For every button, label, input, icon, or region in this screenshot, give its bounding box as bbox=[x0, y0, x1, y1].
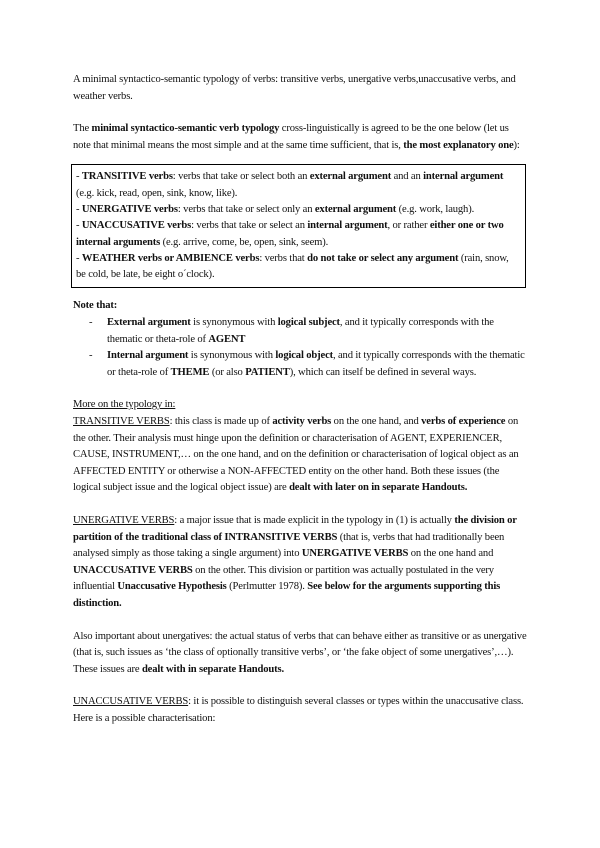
dash: - bbox=[76, 203, 82, 215]
bold: activity verbs bbox=[272, 416, 332, 428]
typology-box bbox=[71, 164, 526, 288]
section-term-transitive: TRANSITIVE VERBS bbox=[73, 416, 170, 428]
bold: Unaccusative Hypothesis bbox=[117, 581, 227, 593]
bold: External argument bbox=[107, 317, 191, 329]
unaccusative-paragraph bbox=[73, 694, 528, 727]
text: (that is, verbs that had traditionally been analysed simply as those taking a single argument) into bbox=[73, 531, 505, 560]
intro-text-1: The bbox=[73, 123, 92, 135]
bold: the division or partition of the traditional class of INTRANSITIVE VERBS bbox=[73, 514, 517, 543]
note-heading bbox=[73, 298, 528, 315]
text: ), which can itself be defined in several ways. bbox=[289, 366, 477, 378]
bold: UNACCUSATIVE VERBS bbox=[73, 564, 193, 576]
text: on the other. Their analysis must hinge upon the definition or characterisation of AGENT, EXPERIENCER, CAUSE, INSTRUMENT,… on the one hand, and on the definition or characterisation of logical object as an AFFECTED ENTITY or otherwise a NON-AFFECTED entity on the other hand. Both these issues (the logical subject issue and the logical object issue) are bbox=[73, 416, 519, 494]
bold: dealt with in separate Handouts. bbox=[141, 663, 284, 675]
text: : verbs that take or select both an bbox=[172, 171, 310, 183]
bold: Internal argument bbox=[107, 350, 189, 362]
text: Also important about unergatives: the actual status of verbs that can behave either as transitive or as unergative (that is, such issues as ‘the class of optionally transitive verbs’, or ‘the fake object of some unergatives’,…). These issues are bbox=[73, 630, 527, 675]
term-weather: WEATHER verbs or AMBIENCE verbs bbox=[81, 252, 260, 264]
bold: logical object bbox=[275, 350, 333, 362]
text: : verbs that take or select an bbox=[191, 220, 308, 232]
text: on the one hand and bbox=[408, 548, 494, 560]
document-title: A minimal syntactico-semantic typology of verbs: transitive verbs, unergative verbs,unaccusative verbs, and weather verbs. bbox=[73, 74, 516, 102]
typology-unaccusative bbox=[76, 218, 520, 251]
text: (e.g. kick, read, open, sink, know, like). bbox=[76, 187, 238, 199]
term-external-argument: external argument bbox=[314, 203, 397, 215]
bold: PATIENT bbox=[245, 366, 290, 378]
bold: dealt with later on in separate Handouts. bbox=[289, 482, 468, 494]
text: : this class is made up of bbox=[169, 416, 273, 428]
typology-transitive bbox=[76, 169, 520, 202]
text: is synonymous with bbox=[190, 317, 278, 329]
term-internal-argument: internal argument bbox=[307, 220, 388, 232]
text: (Perlmutter 1978). bbox=[226, 581, 308, 593]
bold: UNERGATIVE VERBS bbox=[301, 548, 409, 560]
bold: See below for the arguments supporting this distinction. bbox=[73, 581, 501, 609]
section-term-unaccusative: UNACCUSATIVE VERBS bbox=[73, 696, 189, 708]
note-heading-text: Note that: bbox=[73, 300, 118, 312]
dash: - bbox=[76, 220, 82, 232]
bold: AGENT bbox=[208, 333, 246, 345]
typology-weather bbox=[76, 251, 520, 284]
text: and an bbox=[391, 171, 424, 183]
bold: logical subject bbox=[277, 317, 340, 329]
section-term-unergative: UNERGATIVE VERBS bbox=[73, 514, 175, 526]
text: is synonymous with bbox=[188, 350, 276, 362]
more-heading: More on the typology in: bbox=[73, 399, 176, 411]
bold: THEME bbox=[170, 366, 210, 378]
text: (e.g. arrive, come, be, open, sink, seem). bbox=[160, 236, 329, 248]
term-internal-argument: internal argument bbox=[423, 171, 504, 183]
text: , and it typically corresponds with the thematic or theta-role of bbox=[107, 350, 525, 378]
dash: - bbox=[76, 171, 82, 183]
term-one-or-two-arguments: either one or two internal arguments bbox=[76, 220, 504, 248]
unergative-paragraph bbox=[73, 513, 528, 613]
note-list bbox=[73, 315, 528, 381]
text: : it is possible to distinguish several classes or types within the unaccusative class. Here is a possible characterisation: bbox=[73, 696, 524, 724]
term-no-argument: do not take or select any argument bbox=[307, 252, 459, 264]
text: , or rather bbox=[387, 220, 430, 232]
text: (rain, snow, be cold, be late, be eight o´clock). bbox=[76, 252, 509, 281]
term-external-argument: external argument bbox=[309, 171, 392, 183]
note-item-internal bbox=[73, 348, 528, 381]
text: (or also bbox=[209, 366, 246, 378]
text: , and it typically corresponds with the thematic or theta-role of bbox=[107, 317, 494, 345]
intro-text-3: ): bbox=[513, 139, 520, 151]
note-item-external bbox=[73, 315, 528, 348]
bold: verbs of experience bbox=[421, 416, 506, 428]
text: : a major issue that is made explicit in the typology in (1) is actually bbox=[174, 514, 455, 526]
text: : verbs that bbox=[259, 252, 308, 264]
text: on the other. This division or partition was actually postulated in the very influential bbox=[73, 564, 494, 593]
text: (e.g. work, laugh). bbox=[396, 203, 475, 215]
typology-unergative bbox=[76, 202, 520, 218]
document-page bbox=[73, 72, 528, 728]
text: on the one hand, and bbox=[331, 416, 422, 428]
unergative-followup-paragraph bbox=[73, 629, 528, 679]
intro-text-2: cross-linguistically is agreed to be the one below (let us note that minimal means the most simple and at the same time sufficient, that is, bbox=[73, 123, 509, 151]
intro-bold-2: the most explanatory one bbox=[403, 139, 514, 151]
intro-paragraph bbox=[73, 121, 528, 154]
term-unaccusative: UNACCUSATIVE verbs bbox=[81, 220, 192, 232]
intro-bold-1: minimal syntactico-semantic verb typology bbox=[91, 123, 280, 135]
term-unergative: UNERGATIVE verbs bbox=[81, 203, 178, 215]
text: : verbs that take or select only an bbox=[177, 203, 315, 215]
dash: - bbox=[76, 252, 82, 264]
transitive-paragraph bbox=[73, 414, 528, 497]
term-transitive: TRANSITIVE verbs bbox=[81, 171, 173, 183]
